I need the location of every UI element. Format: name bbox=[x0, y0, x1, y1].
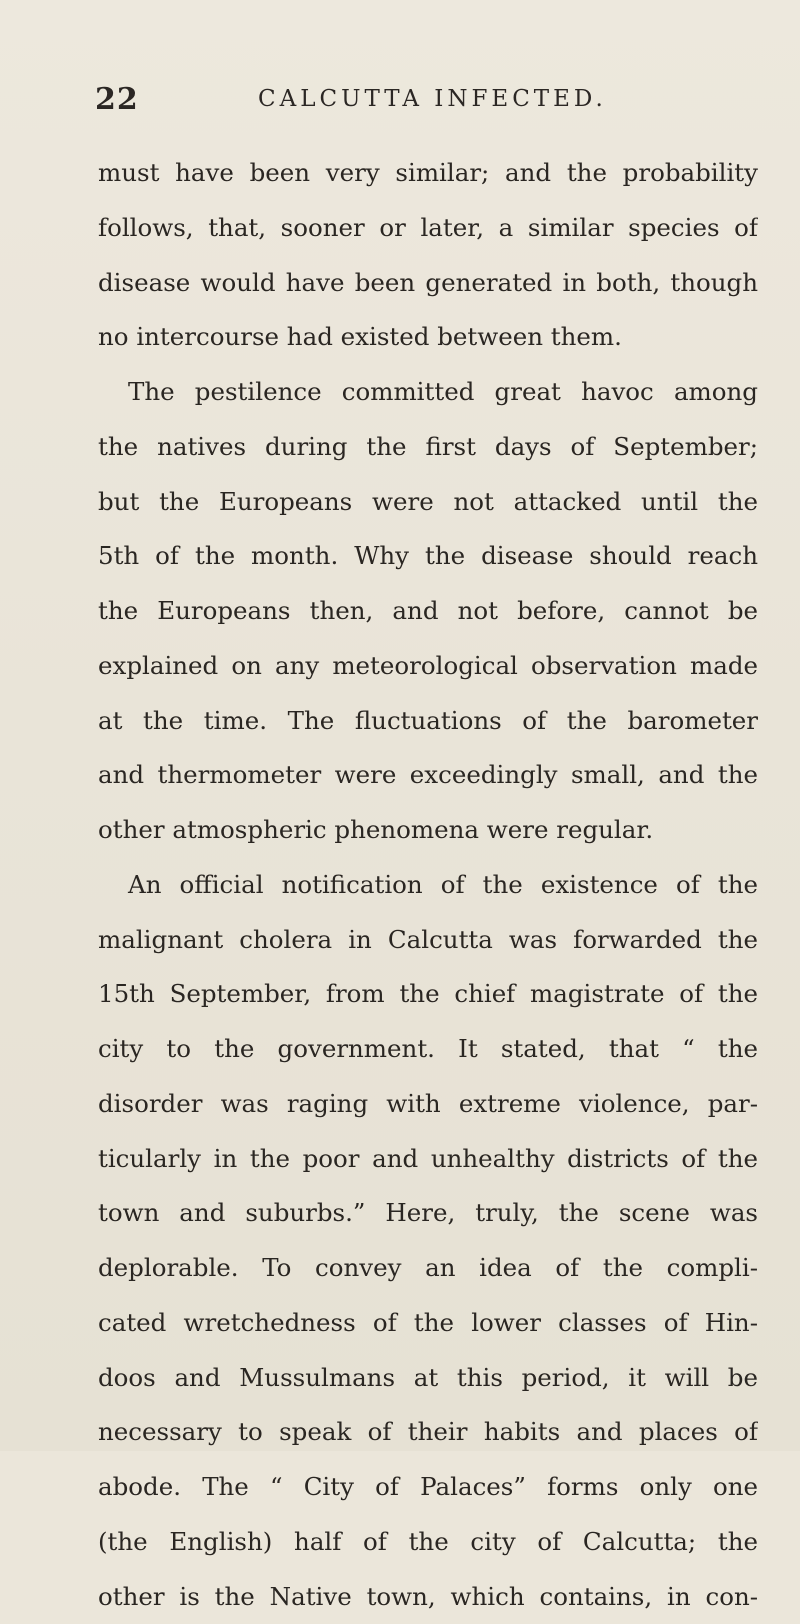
text-line: at the time. The fluctuations of the barometer bbox=[98, 694, 758, 749]
text-line: disease would have been generated in both, though bbox=[98, 256, 758, 311]
text-line: cated wretchedness of the lower classes of Hin- bbox=[98, 1296, 758, 1351]
text-line: (the English) half of the city of Calcutta; the bbox=[98, 1515, 758, 1570]
text-line: 15th September, from the chief magistrate of the bbox=[98, 967, 758, 1022]
text-line: town and suburbs.” Here, truly, the scene was bbox=[98, 1186, 758, 1241]
text-line: malignant cholera in Calcutta was forwarded the bbox=[98, 913, 758, 968]
text-line: follows, that, sooner or later, a similar species of bbox=[98, 201, 758, 256]
text-line: other is the Native town, which contains, in con- bbox=[98, 1570, 758, 1624]
text-line: doos and Mussulmans at this period, it will be bbox=[98, 1351, 758, 1406]
text-line: An official notification of the existence of the bbox=[98, 858, 758, 913]
page-header bbox=[95, 82, 755, 122]
text-line: and thermometer were exceedingly small, and the bbox=[98, 748, 758, 803]
text-line: deplorable. To convey an idea of the compli- bbox=[98, 1241, 758, 1296]
text-line: the natives during the first days of September; bbox=[98, 420, 758, 475]
text-line: but the Europeans were not attacked until the bbox=[98, 475, 758, 530]
text-line: 5th of the month. Why the disease should reach bbox=[98, 529, 758, 584]
text-line: The pestilence committed great havoc among bbox=[98, 365, 758, 420]
text-line: no intercourse had existed between them. bbox=[98, 310, 758, 365]
text-line: explained on any meteorological observation made bbox=[98, 639, 758, 694]
text-line: must have been very similar; and the probability bbox=[98, 146, 758, 201]
text-line: city to the government. It stated, that “ the bbox=[98, 1022, 758, 1077]
text-line: abode. The “ City of Palaces” forms only one bbox=[98, 1460, 758, 1515]
page-number: 22 bbox=[95, 82, 139, 117]
text-line: the Europeans then, and not before, cannot be bbox=[98, 584, 758, 639]
text-line: other atmospheric phenomena were regular. bbox=[98, 803, 758, 858]
text-line: necessary to speak of their habits and places of bbox=[98, 1405, 758, 1460]
text-line: disorder was raging with extreme violence, par- bbox=[98, 1077, 758, 1132]
text-line: ticularly in the poor and unhealthy districts of the bbox=[98, 1132, 758, 1187]
running-head: CALCUTTA INFECTED. bbox=[258, 86, 607, 112]
body-text bbox=[98, 146, 758, 1624]
